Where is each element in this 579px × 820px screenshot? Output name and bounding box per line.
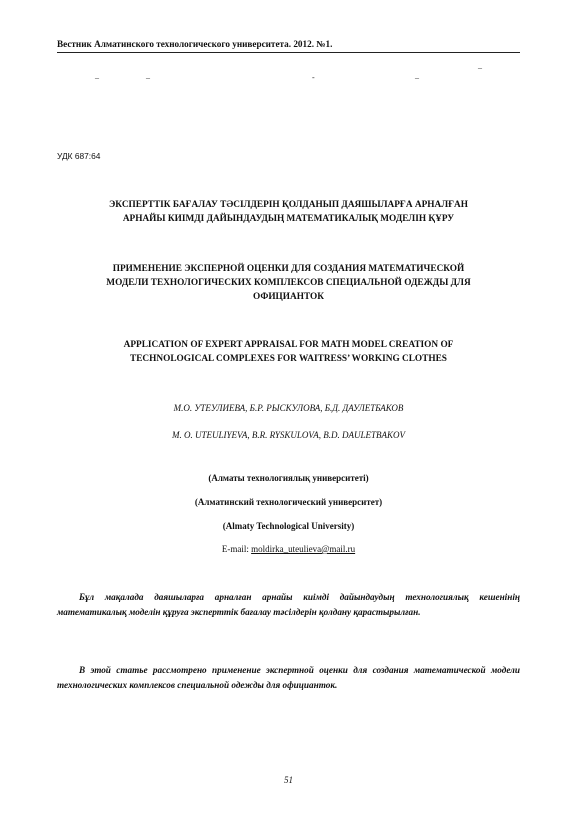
journal-header: Вестник Алматинского технологического университета. 2012. №1. xyxy=(57,38,520,53)
title-kazakh xyxy=(57,198,520,226)
page-number: 51 xyxy=(284,775,293,785)
header-dash-mark: - xyxy=(312,73,315,82)
authors-cyrillic: М.О. УТЕУЛИЕВА, Б.Р. РЫСКУЛОВА, Б.Д. ДАУЛЕТБАКОВ xyxy=(173,403,404,413)
udc-code: УДК 687:64 xyxy=(57,151,101,161)
email-link[interactable]: moldirka_uteulieva@mail.ru xyxy=(251,544,356,554)
authors-latin: M. O. UTEULIYEVA, B.R. RYSKULOVA, B.D. DAULETBAKOV xyxy=(172,430,405,440)
title-russian xyxy=(57,262,520,304)
title-russian-line-1: ПРИМЕНЕНИЕ ЭКСПЕРНОЙ ОЦЕНКИ ДЛЯ СОЗДАНИЯ МАТЕМАТИЧЕСКОЙ xyxy=(112,264,465,274)
affiliation-english: (Almaty Technological University) xyxy=(222,521,355,531)
affiliation-kazakh: (Алматы технологиялық университеті) xyxy=(208,473,369,483)
header-dash-mark: _ xyxy=(146,71,150,80)
title-english xyxy=(57,338,520,366)
email-label: E-mail: xyxy=(221,544,252,554)
header-dash-mark: _ xyxy=(415,71,419,80)
title-russian-line-3: ОФИЦИАНТОК xyxy=(252,292,325,302)
abstract-kazakh: Бұл мақалада даяшыларға арналған арнайы киімді дайындаудың технологиялық кешенінің математикалық моделін құруға эксперттік бағалау тәсілдерін қолдану қарастырылған. xyxy=(57,592,520,617)
affiliation-russian: (Алматинский технологический университет) xyxy=(194,497,383,507)
header-dash-mark: _ xyxy=(478,61,482,70)
title-kazakh-line-2: АРНАЙЫ КИІМДІ ДАЙЫНДАУДЫҢ МАТЕМАТИКАЛЫҚ МОДЕЛІН ҚҰРУ xyxy=(122,214,455,224)
title-russian-line-2: МОДЕЛИ ТЕХНОЛОГИЧЕСКИХ КОМПЛЕКСОВ СПЕЦИАЛЬНОЙ ОДЕЖДЫ ДЛЯ xyxy=(106,278,471,288)
title-english-line-1: APPLICATION OF EXPERT APPRAISAL FOR MATH MODEL CREATION OF xyxy=(123,340,454,350)
header-dash-mark: _ xyxy=(95,71,99,80)
title-english-line-2: TECHNOLOGICAL COMPLEXES FOR WAITRESS’ WORKING CLOTHES xyxy=(130,354,447,364)
title-kazakh-line-1: ЭКСПЕРТТІК БАҒАЛАУ ТӘСІЛДЕРІН ҚОЛДАНЫП ДАЯШЫЛАРҒА АРНАЛҒАН xyxy=(109,200,468,210)
abstract-russian: В этой статье рассмотрено применение экспертной оценки для создания математической модели технологических комплексов специальной одежды для официанток. xyxy=(57,665,520,690)
contact-line xyxy=(57,543,520,555)
